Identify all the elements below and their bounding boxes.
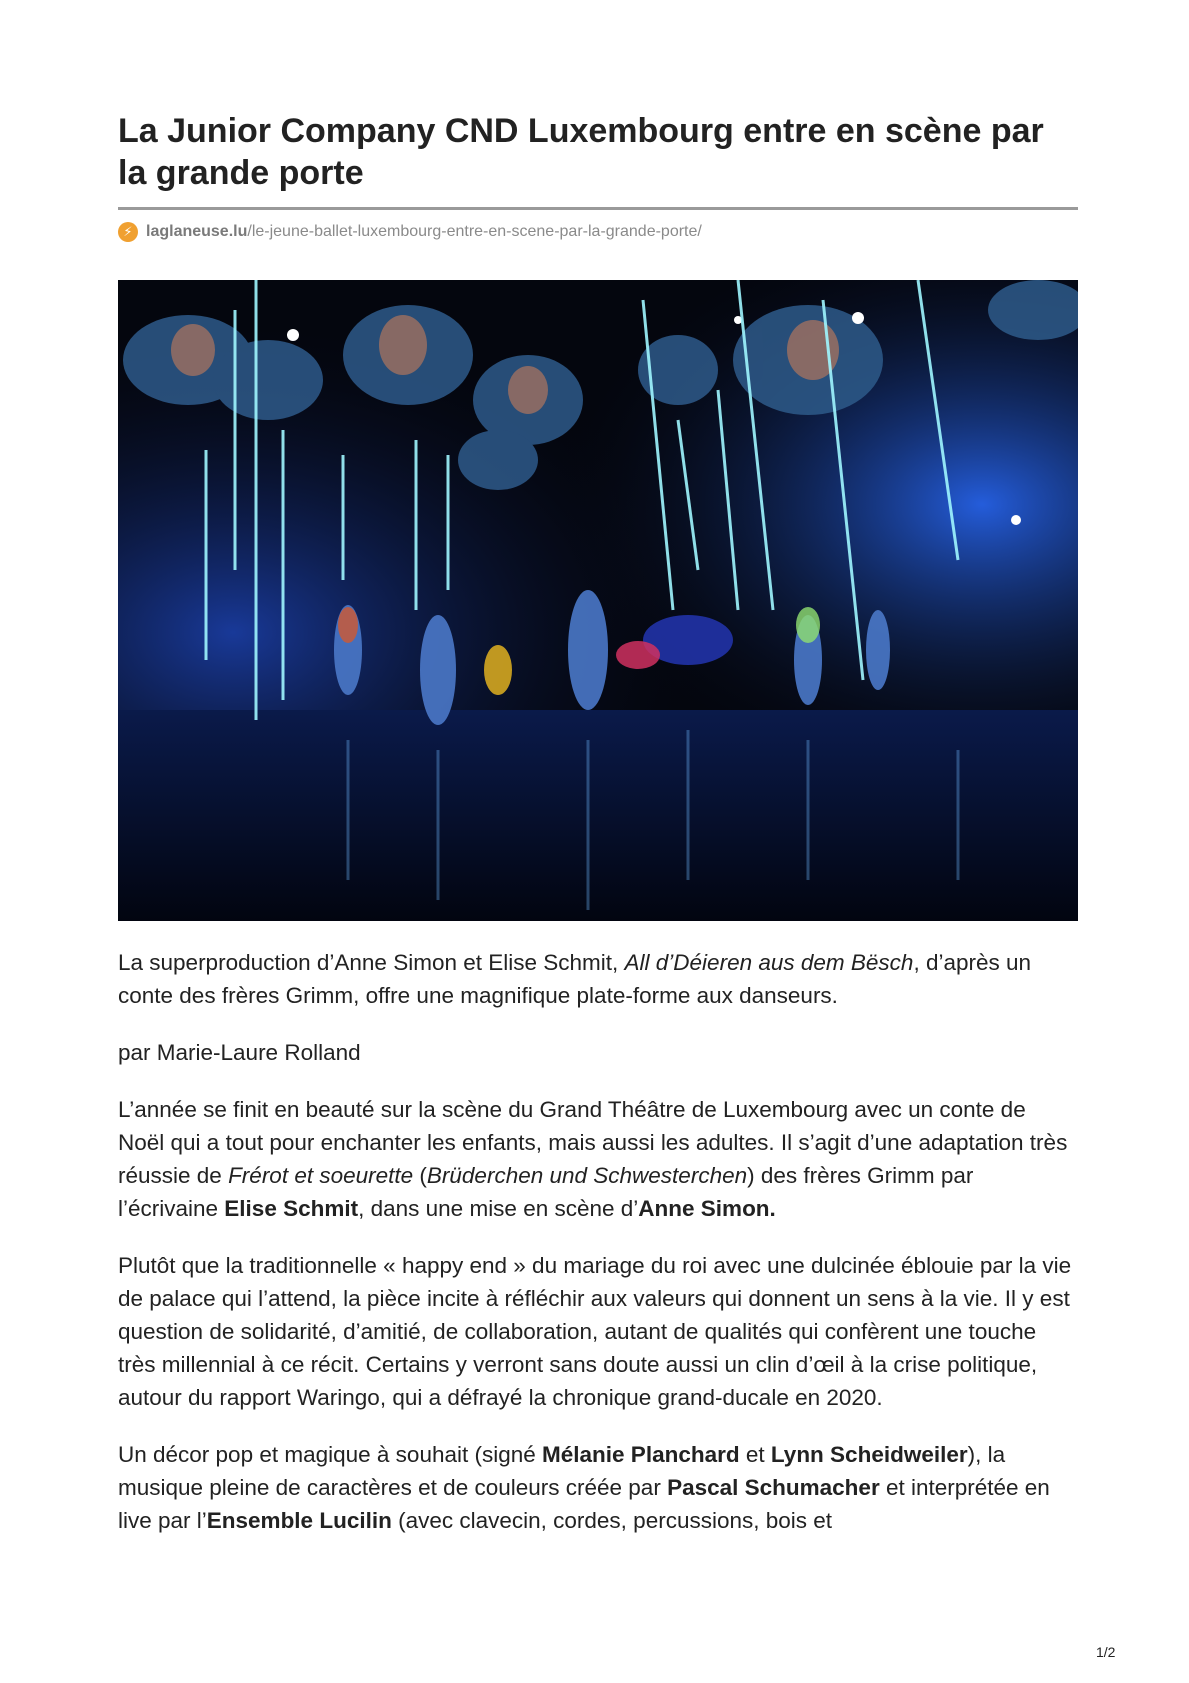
p3-name-2: Lynn Scheidweiler [770,1442,968,1467]
p1-text: L’année se finit en beauté sur la scène du Grand Théâtre de Luxembourg avec un conte de Noël qui a tout pour enchanter les enfants, mais aussi les adultes. Il s’agit d’une adaptation très réussie de [118,1097,1068,1188]
p3-text: Un décor pop et magique à souhait (signé [118,1442,543,1467]
stage-photo-illustration [118,280,1078,921]
p3-text-2: ), la musique pleine de caractères et de couleurs créée par [118,1442,1006,1500]
p1-title-fr: Frérot et soeurette [228,1163,414,1188]
lead-text-end: , d’après un conte des frères Grimm, offre une magnifique plate-forme aux danseurs. [118,950,1032,1008]
lead-text: La superproduction d’Anne Simon et Elise Schmit, [118,950,625,975]
source-path[interactable]: /le-jeune-ballet-luxembourg-entre-en-scene-par-la-grande-porte/ [247,223,702,240]
article-body [118,946,1078,1561]
lead-work-title: All d’Déieren aus dem Bësch [624,950,914,975]
paragraph-3 [118,1438,1078,1537]
p3-text-4: (avec clavecin, cordes, percussions, bois et [391,1508,833,1533]
p1-title-de: Brüderchen und Schwesterchen [426,1163,748,1188]
p1-text-3: , dans une mise en scène d’ [358,1196,639,1221]
source-domain[interactable]: laglaneuse.lu [146,223,248,240]
source-link[interactable] [118,220,702,244]
byline: par Marie-Laure Rolland [118,1040,361,1065]
page-number: 1/2 [1096,1644,1116,1660]
article-title: La Junior Company CND Luxembourg entre en scène par la grande porte [118,112,1044,192]
paragraph-2: Plutôt que la traditionnelle « happy end » du mariage du roi avec une dulcinée éblouie par la vie de palace qui l’attend, la pièce incite à réfléchir aux valeurs qui donnent un sens à la vie. Il y est question de solidarité, d’amitié, de collaboration, autant de qualités qui confèrent une touche très millennial à ce récit. Certains y verront sans doute aussi un clin d’œil à la crise politique, autour du rapport Waringo, qui a défrayé la chronique grand-ducale en 2020. [118,1253,1072,1410]
p3-name-1: Mélanie Planchard [542,1442,740,1467]
paragraph-1 [118,1093,1078,1225]
title-divider [118,207,1078,210]
p3-text-3: et interprétée en live par l’ [118,1475,1050,1533]
lightning-favicon-icon: ⚡ [118,222,138,242]
p3-composer: Pascal Schumacher [667,1475,880,1500]
p1-text-2: ) des frères Grimm par l’écrivaine [118,1163,974,1221]
p1-author: Elise Schmit [224,1196,359,1221]
p1-sep: ( [413,1163,427,1188]
p3-ensemble: Ensemble Lucilin [206,1508,392,1533]
p3-sep: et [739,1442,771,1467]
lead-paragraph [118,946,1078,1012]
p1-director: Anne Simon. [638,1196,776,1221]
stage-photo [118,280,1078,921]
